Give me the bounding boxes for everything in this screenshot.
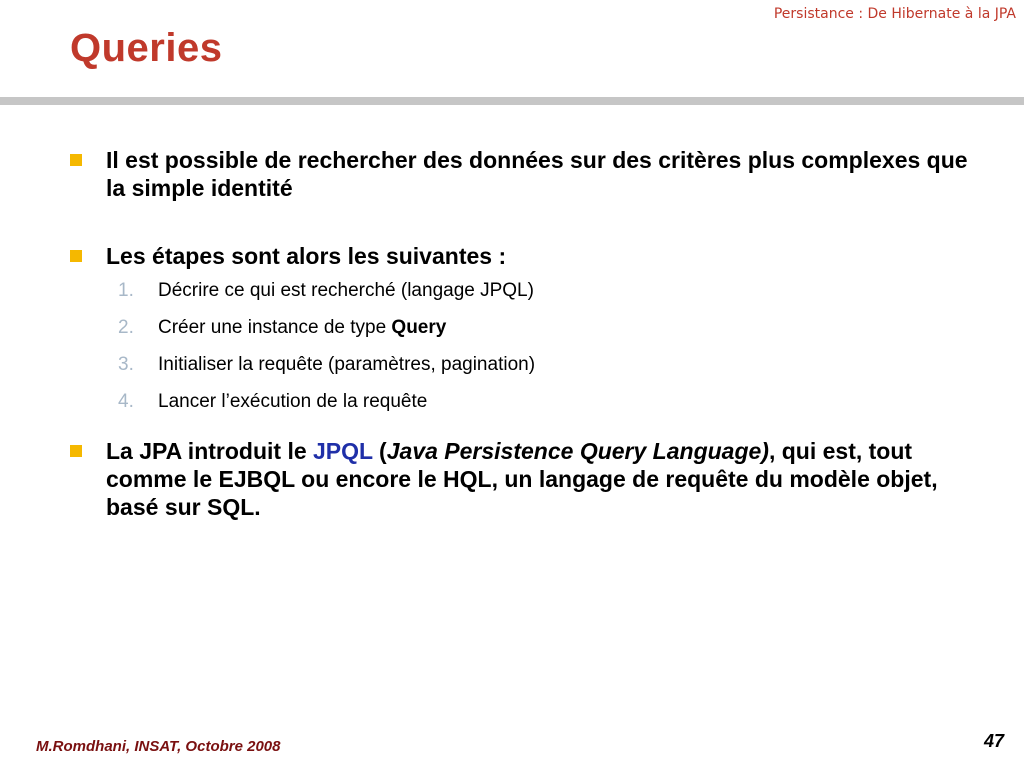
step-number: 1.	[118, 280, 134, 301]
step-text: Créer une instance de type	[158, 317, 392, 338]
bullet-text: La JPA introduit le	[106, 438, 314, 464]
list-item	[68, 280, 968, 302]
step-number: 4.	[118, 391, 134, 412]
bullet-text: Les étapes sont alors les suivantes :	[106, 243, 507, 269]
square-bullet-icon	[70, 154, 82, 166]
list-item	[68, 391, 968, 413]
footer-author: M.Romdhani, INSAT, Octobre 2008	[36, 738, 281, 755]
step-number: 2.	[118, 317, 134, 338]
page-title: Queries	[70, 26, 223, 70]
bullet-text: (	[372, 438, 387, 464]
square-bullet-icon	[70, 250, 82, 262]
list-item	[68, 354, 968, 376]
bullet-item	[68, 242, 968, 270]
step-text: Décrire ce qui est recherché (langage JPQL)	[158, 280, 534, 301]
title-divider	[0, 97, 1024, 105]
steps-list	[68, 280, 968, 413]
step-text: Initialiser la requête (paramètres, pagination)	[158, 354, 536, 375]
step-keyword: Query	[391, 317, 447, 338]
square-bullet-icon	[70, 445, 82, 457]
bullet-text: Il est possible de rechercher des données sur des critères plus complexes que la simple identité	[106, 147, 968, 201]
bullet-item	[68, 437, 968, 521]
list-item	[68, 317, 968, 339]
step-number: 3.	[118, 354, 134, 375]
jpql-full-name: Java Persistence Query Language)	[386, 438, 769, 464]
jpql-term: JPQL	[313, 438, 373, 464]
bullet-text: , qui est, tout comme le EJBQL ou encore le HQL, un langage de requête du modèle objet, basé sur SQL.	[106, 438, 938, 520]
step-text: Lancer l’exécution de la requête	[158, 391, 428, 412]
page-number: 47	[983, 731, 1004, 751]
slide-content	[68, 146, 968, 521]
bullet-item	[68, 146, 968, 202]
header-tag: Persistance : De Hibernate à la JPA	[773, 6, 1016, 22]
